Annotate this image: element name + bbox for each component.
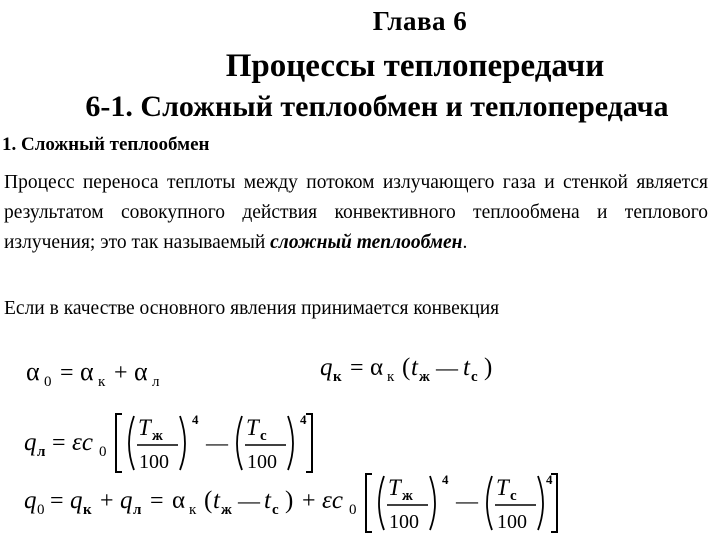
formula-symbol: α [134,357,148,386]
formula-subscript: ж [152,428,163,444]
formula-symbol: εc [72,429,93,456]
formula-operator: — [238,488,260,513]
formula-subscript: 0 [37,502,45,518]
formula-subscript: ж [221,502,232,518]
paragraph-text: Процесс переноса теплоты между потоком излучающего газа и стенкой является результатом совокупного действия конвективного теплообмена и теплового излучения; это так называемый [4,172,708,253]
paren-left [487,476,492,530]
formula-operator: — [436,355,458,380]
formula-operator: — [206,430,228,455]
formula-subscript: к [83,502,92,518]
formula-denominator: 100 [497,511,527,533]
formula-exponent: 4 [192,412,199,427]
formula-subscript: л [152,374,160,390]
formula-operator: + [114,360,128,386]
formula-subscript: л [133,502,142,518]
paren-right [430,476,435,530]
formula-paren: ( [204,487,213,514]
paragraph-definition [4,168,708,258]
formula-subscript: с [471,369,478,385]
formula-operator: + [100,488,114,514]
formula-paren: ( [402,354,411,381]
formula-exponent: 4 [546,472,553,487]
formula-operator: = [350,355,364,381]
formula-symbol: t [213,487,220,514]
formula-symbol: t [411,354,418,381]
subsection-heading: 1. Сложный теплообмен [2,134,210,155]
formula-symbol: T [388,475,401,500]
formula-denominator: 100 [247,451,277,473]
formula-symbol: T [246,415,259,440]
chapter-heading: Глава 6 [372,6,468,36]
formula-symbol: t [463,354,470,381]
formula-denominator: 100 [389,511,419,533]
term-complex-heat-exchange: сложный теплообмен [270,232,463,253]
formula-paren: ) [484,354,493,381]
formula-symbol: α [80,357,94,386]
formula-symbol: α [26,357,40,386]
paren-left [237,416,242,470]
formula-symbol: q [24,487,37,514]
paragraph-convection: Если в качестве основного явления принимается конвекция [4,298,500,319]
formula-subscript: 0 [44,374,52,390]
formula-operator: = [150,488,164,514]
formula-symbol: α [370,354,384,381]
formula-symbol: q [24,429,37,456]
formula-alpha-sum [20,352,180,392]
formula-subscript: с [272,502,279,518]
formula-convective-flux [318,348,518,390]
formula-subscript: к [387,369,395,385]
formula-operator: = [60,360,74,386]
formula-operator: — [456,488,478,513]
formula-exponent: 4 [300,412,307,427]
page-title: Процессы теплопередачи [225,48,605,84]
formula-subscript: 0 [349,502,357,518]
formula-denominator: 100 [139,451,169,473]
paren-right [288,416,293,470]
formula-operator: = [52,430,66,456]
formula-subscript: к [98,374,106,390]
formula-exponent: 4 [442,472,449,487]
paragraph-end: . [462,232,468,253]
formula-operator: = [50,488,64,514]
paren-right [180,416,185,470]
bracket-left [366,474,372,532]
formula-paren: ) [285,487,294,514]
paren-left [379,476,384,530]
formula-subscript: ж [419,369,430,385]
paren-left [129,416,134,470]
formula-symbol: q [70,487,83,514]
formula-symbol: q [120,487,133,514]
formula-symbol: t [264,487,271,514]
formula-symbol: q [320,354,333,381]
formula-total-flux [20,470,560,536]
formula-subscript: ж [402,488,413,504]
formula-operator: + [302,488,316,514]
formula-symbol: T [496,475,509,500]
formula-subscript: с [260,428,267,444]
formula-symbol: α [172,487,186,514]
formula-subscript: к [333,369,342,385]
formula-subscript: 0 [99,444,107,460]
bracket-left [116,414,122,472]
bracket-right [306,414,312,472]
section-heading: 6-1. Сложный теплообмен и теплопередача [85,90,669,123]
formula-subscript: л [37,444,46,460]
paren-right [538,476,543,530]
formula-symbol: εc [322,487,343,514]
formula-symbol: T [138,415,151,440]
formula-subscript: с [510,488,517,504]
formula-subscript: к [189,502,197,518]
